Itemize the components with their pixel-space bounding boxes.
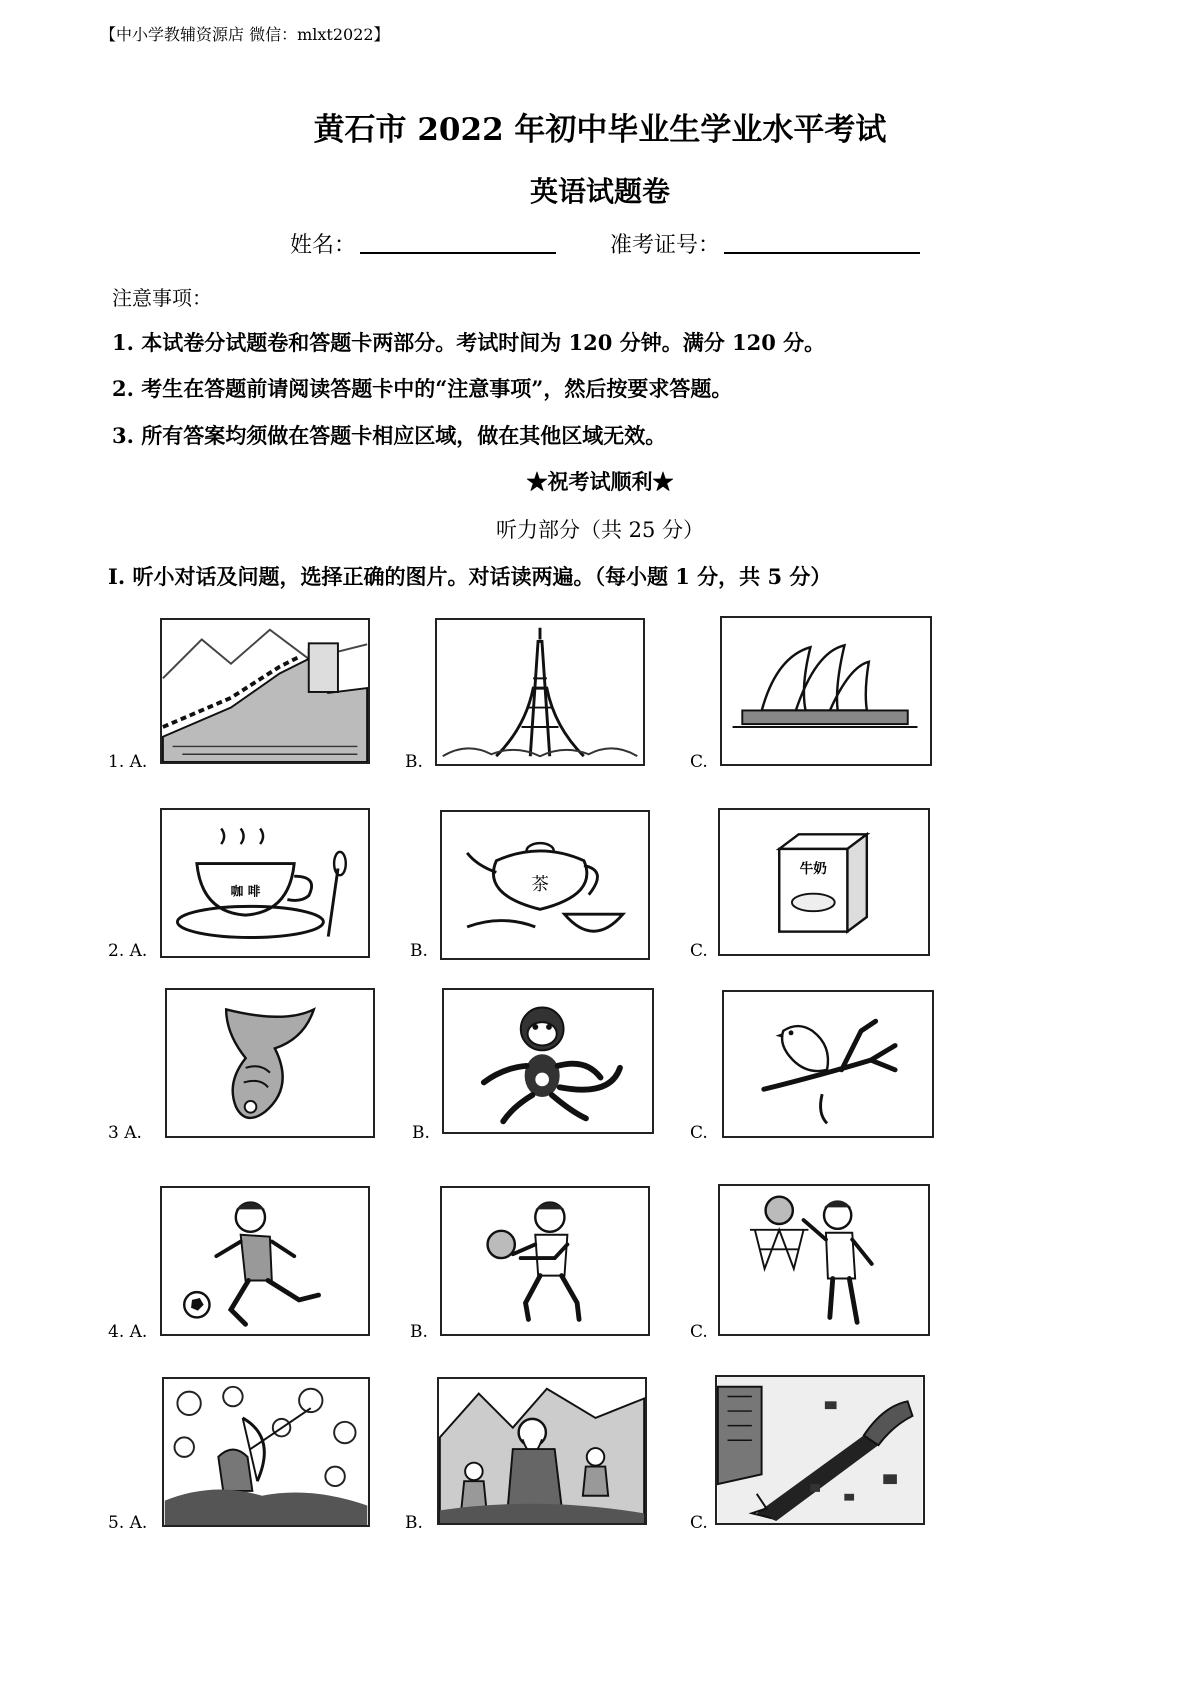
picture-coffee-cup[interactable] [160,808,370,958]
picture-eiffel-tower[interactable] [435,618,645,766]
picture-archer-suns[interactable] [162,1377,370,1527]
question-3-label: 3 A. [108,1123,142,1143]
question-1-label: 1. A. [108,752,148,772]
question-2-option-c-label: C. [690,941,708,961]
notice-item-2: 2. 考生在答题前请阅读答题卡中的“注意事项”，然后按要求答题。 [112,376,733,401]
listening-heading: 听力部分（共 25 分） [495,518,705,542]
teapot-text: 茶 [531,874,549,895]
id-blank[interactable] [724,232,920,254]
teapot-icon [442,812,648,958]
question-1-option-b-label: B. [405,752,423,772]
picture-monkey[interactable] [442,988,654,1134]
question-4-option-b-label: B. [410,1322,428,1342]
name-label: 姓名： [290,233,357,258]
question-1-option-c-label: C. [690,752,708,772]
picture-bird[interactable] [722,990,934,1138]
picture-teapot[interactable] [440,810,650,960]
volleyball-boy-icon [442,1188,648,1334]
question-5-option-c-label: C. [690,1513,708,1533]
picture-old-man-mountain[interactable] [437,1377,647,1525]
milk-carton-icon [720,810,928,954]
fish-icon [167,990,373,1136]
milk-carton-text: 牛奶 [799,861,827,878]
candidate-fields [290,228,920,259]
question-5-option-b-label: B. [405,1513,423,1533]
picture-basketball-boy[interactable] [718,1184,930,1336]
picture-milk-carton[interactable] [718,808,930,956]
section-1-title: Ⅰ. 听小对话及问题，选择正确的图片。对话读两遍。（每小题 1 分，共 5 分） [108,564,832,589]
exam-title: 黄石市 2022 年初中毕业生学业水平考试 [313,112,887,148]
watermark-text: 【中小学教辅资源店 微信：mlxt2022】 [100,25,390,44]
question-5-label: 5. A. [108,1513,148,1533]
name-blank[interactable] [360,232,556,254]
picture-opera-house[interactable] [720,616,932,766]
picture-fish[interactable] [165,988,375,1138]
picture-soccer-boy[interactable] [160,1186,370,1336]
picture-flying-rider[interactable] [715,1375,925,1525]
picture-volleyball-boy[interactable] [440,1186,650,1336]
great-wall-icon [162,620,368,762]
archer-suns-icon [164,1379,368,1525]
question-2-label: 2. A. [108,941,148,961]
blessing-line: ★祝考试顺利★ [526,469,674,494]
question-3-option-b-label: B. [412,1123,430,1143]
eiffel-tower-icon [437,620,643,764]
picture-great-wall[interactable] [160,618,370,764]
id-label: 准考证号： [610,233,721,258]
flying-rider-icon [717,1377,923,1523]
question-4-option-c-label: C. [690,1322,708,1342]
coffee-cup-text: 咖 啡 [230,883,261,899]
notice-item-3: 3. 所有答案均须做在答题卡相应区域，做在其他区域无效。 [112,423,667,448]
old-man-mountain-icon [439,1379,645,1523]
bird-icon [724,992,932,1136]
opera-house-icon [722,618,930,764]
notice-heading: 注意事项： [112,286,212,310]
notice-item-1: 1. 本试卷分试题卷和答题卡两部分。考试时间为 120 分钟。满分 120 分。 [112,330,826,355]
monkey-icon [444,990,652,1132]
question-3-option-c-label: C. [690,1123,708,1143]
coffee-cup-icon [162,810,368,956]
question-2-option-b-label: B. [410,941,428,961]
basketball-boy-icon [720,1186,928,1334]
soccer-boy-icon [162,1188,368,1334]
exam-subtitle: 英语试题卷 [529,175,670,208]
question-4-label: 4. A. [108,1322,148,1342]
